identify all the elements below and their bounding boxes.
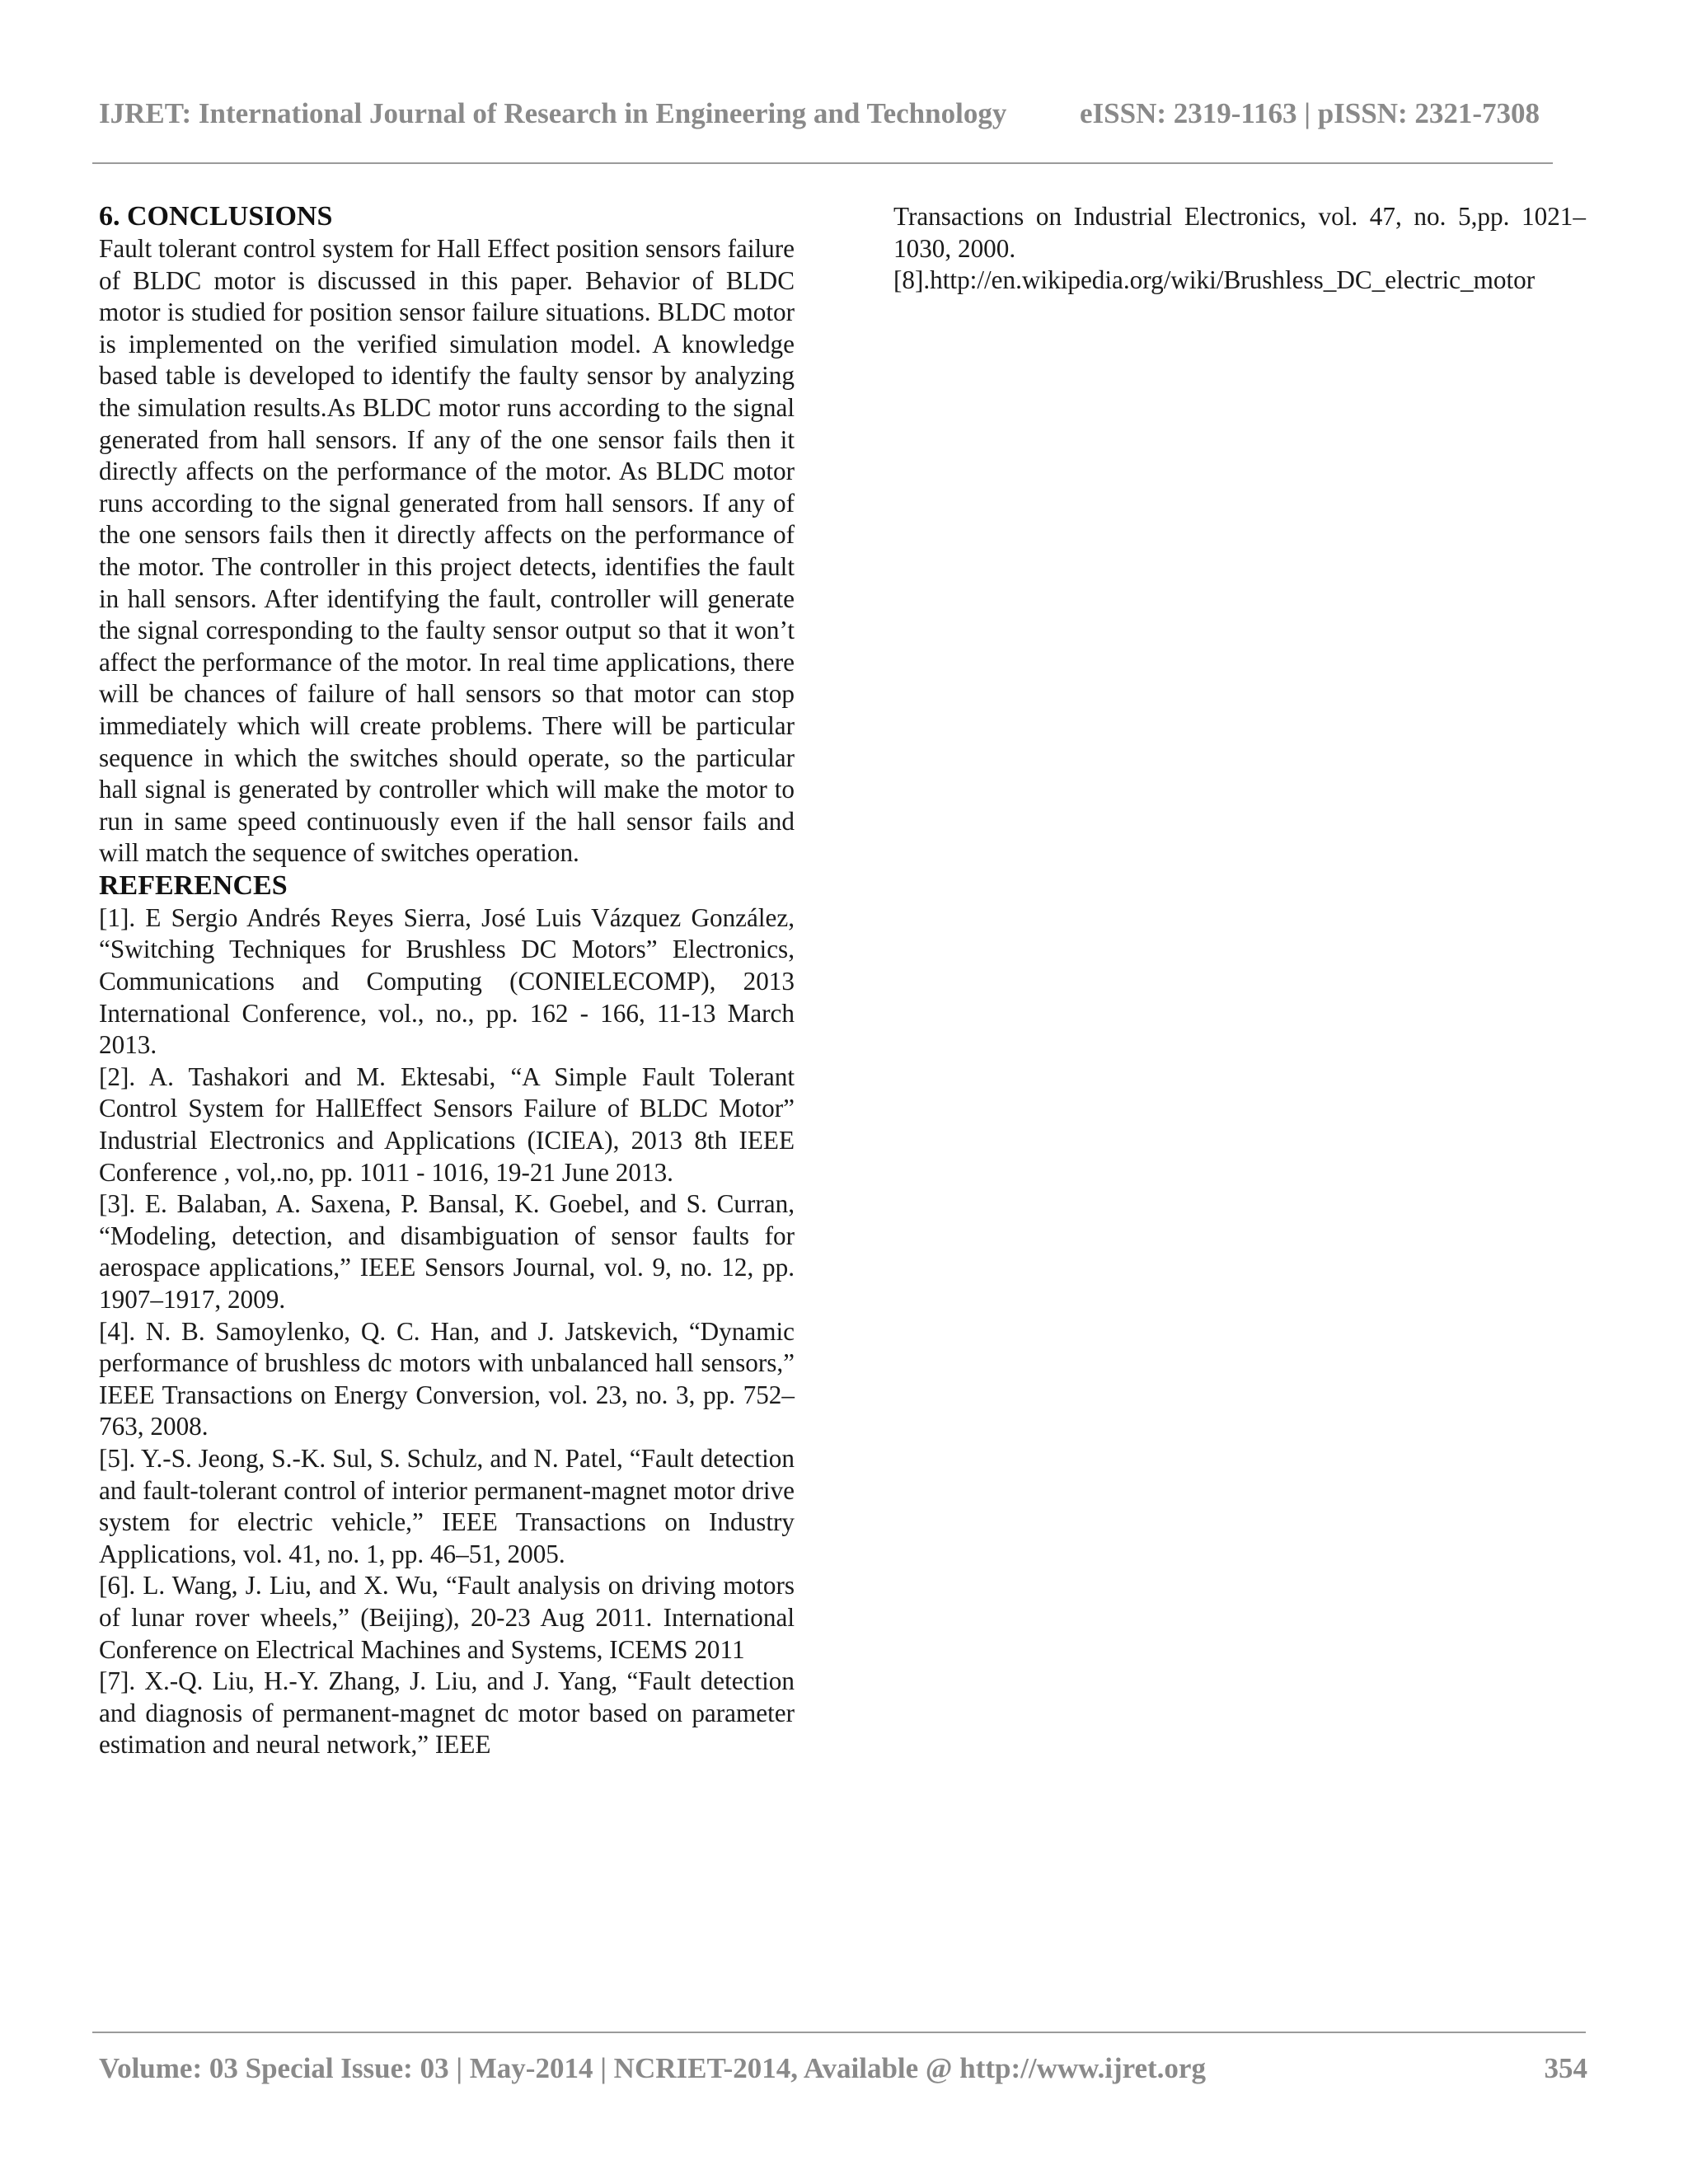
reference-item-7: [7]. X.-Q. Liu, H.-Y. Zhang, J. Liu, and J. Yang, “Fault detection and diagnosis of permanent-magnet dc motor based on parameter estimation and neural network,” IEEE xyxy=(99,1666,795,1760)
journal-title: IJRET: International Journal of Research in Engineering and Technology xyxy=(99,97,1007,129)
page-number: 354 xyxy=(1544,2052,1587,2084)
conclusions-paragraph: Fault tolerant control system for Hall Effect position sensors failure of BLDC motor is discussed in this paper. Behavior of BLDC motor is studied for position sensor failure situations. BLDC motor is implemented on the verified simulation model. A knowledge based table is developed to identify the faulty sensor by analyzing the simulation results.As BLDC motor runs according to the signal generated from hall sensors. If any of the one sensor fails then it directly affects on the performance of the motor. As BLDC motor runs according to the signal generated from hall sensors. If any of the one sensors fails then it directly affects on the performance of the motor. The controller in this project detects, identifies the fault in hall sensors. After identifying the fault, controller will generate the signal corresponding to the faulty sensor output so that it won’t affect the performance of the motor. In real time applications, there will be chances of failure of hall sensors so that motor can stop immediately which will create problems. There will be particular sequence in which the switches should operate, so the particular hall signal is generated by controller which will make the motor to run in same speed continuously even if the hall sensor fails and will match the sequence of switches operation. xyxy=(99,234,795,868)
references-heading: REFERENCES xyxy=(99,869,288,901)
reference-item-2: [2]. A. Tashakori and M. Ektesabi, “A Simple Fault Tolerant Control System for HallEffect Sensors Failure of BLDC Motor” Industrial Electronics and Applications (ICIEA), 2013 8th IEEE Conference , vol,.no, pp. 1011 - 1016, 19-21 June 2013. xyxy=(99,1062,795,1187)
reference-item-5: [5]. Y.-S. Jeong, S.-K. Sul, S. Schulz, and N. Patel, “Fault detection and fault-tolerant control of interior permanent-magnet motor drive system for electric vehicle,” IEEE Transactions on Industry Applications, vol. 41, no. 1, pp. 46–51, 2005. xyxy=(99,1443,795,1568)
issn-numbers: eISSN: 2319-1163 | pISSN: 2321-7308 xyxy=(1080,97,1540,129)
reference-8-link[interactable]: [8].http://en.wikipedia.org/wiki/Brushless_DC_electric_motor xyxy=(893,265,1536,295)
volume-info: Volume: 03 Special Issue: 03 | May-2014 | NCRIET-2014, Available @ http://www.ijret.org xyxy=(99,2052,1206,2084)
left-column xyxy=(99,200,795,1761)
reference-item-4: [4]. N. B. Samoylenko, Q. C. Han, and J. Jatskevich, “Dynamic performance of brushless dc motors with unbalanced hall sensors,” IEEE Transactions on Energy Conversion, vol. 23, no. 3, pp. 752–763, 2008. xyxy=(99,1316,795,1441)
reference-item-7-continued: Transactions on Industrial Electronics, vol. 47, no. 5,pp. 1021–1030, 2000. xyxy=(893,202,1586,263)
right-column xyxy=(893,201,1586,297)
reference-item-1: [1]. E Sergio Andrés Reyes Sierra, José Luis Vázquez González, “Switching Techniques for Brushless DC Motors” Electronics, Communications and Computing (CONIELECOMP), 2013 International Conference, vol., no., pp. 162 - 166, 11-13 March 2013. xyxy=(99,902,795,1060)
conclusions-heading: 6. CONCLUSIONS xyxy=(99,201,333,232)
header-divider xyxy=(92,162,1553,164)
reference-item-6: [6]. L. Wang, J. Liu, and X. Wu, “Fault analysis on driving motors of lunar rover wheels,” (Beijing), 20-23 Aug 2011. International Conference on Electrical Machines and Systems, ICEMS 2011 xyxy=(99,1571,795,1664)
reference-item-3: [3]. E. Balaban, A. Saxena, P. Bansal, K. Goebel, and S. Curran, “Modeling, detection, and disambiguation of sensor faults for aerospace applications,” IEEE Sensors Journal, vol. 9, no. 12, pp. 1907–1917, 2009. xyxy=(99,1189,795,1314)
reference-list xyxy=(99,902,795,1761)
reference-item-8 xyxy=(893,265,1586,297)
footer-divider xyxy=(92,2032,1586,2033)
